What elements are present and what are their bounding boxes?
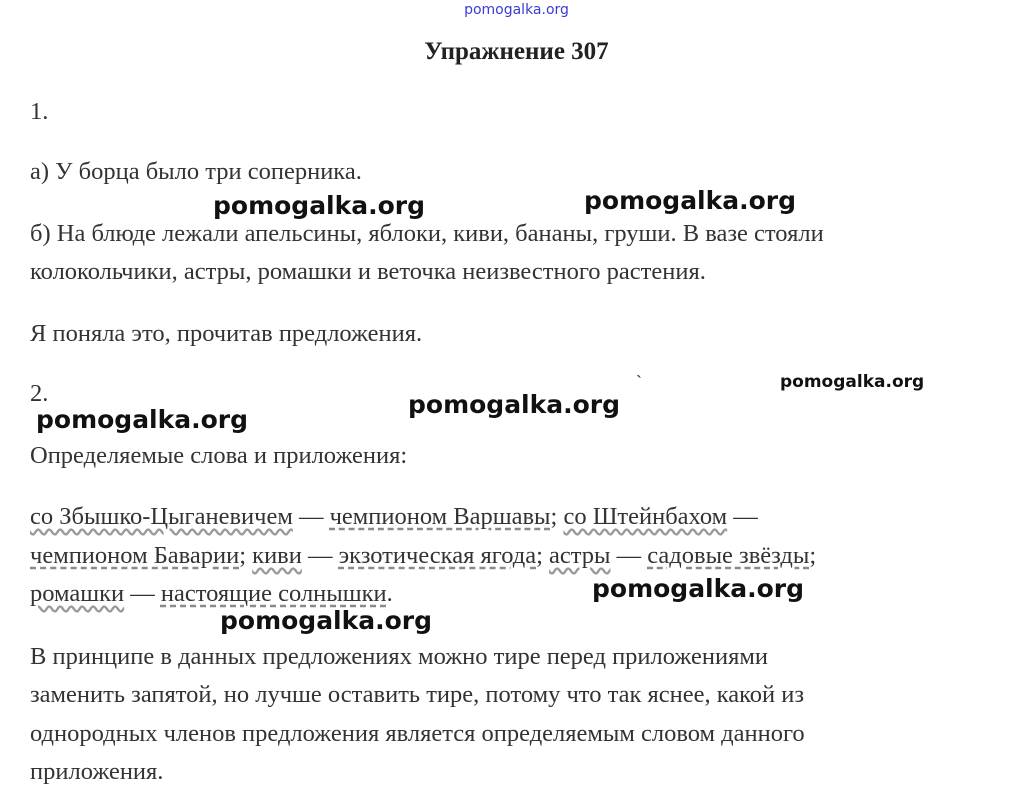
part2-number: 2.: [30, 380, 49, 407]
appositive: настоящие солнышки: [160, 580, 387, 607]
explanation-line4: приложения.: [30, 758, 164, 785]
sentence-b-line2: колокольчики, астры, ромашки и веточка неизвестного растения.: [30, 258, 706, 285]
sentence-b-line1: б) На блюде лежали апельсины, яблоки, киви, бананы, груши. В вазе стояли: [30, 220, 824, 247]
separator: .: [386, 580, 393, 607]
appositive: чемпионом Варшавы: [329, 503, 551, 530]
separator: ;: [536, 542, 550, 569]
part2-heading: Определяемые слова и приложения:: [30, 442, 408, 469]
dash: —: [124, 580, 161, 607]
defined-word: со Збышко-Цыганевичем: [30, 503, 293, 530]
watermark: pomogalka.org: [584, 186, 797, 215]
defined-word: киви: [252, 542, 302, 569]
dash: —: [610, 542, 648, 569]
appositive: чемпионом Баварии: [30, 542, 240, 569]
watermark: pomogalka.org: [408, 390, 621, 419]
dash: —: [727, 503, 758, 530]
sentence-a: а) У борца было три соперника.: [30, 158, 362, 185]
defined-word: астры: [549, 542, 611, 569]
watermark: pomogalka.org: [36, 405, 249, 434]
watermark: pomogalka.org: [780, 372, 925, 392]
appositive: экзотическая ягода: [338, 542, 537, 569]
pairs-line-1: [30, 503, 758, 531]
watermark: pomogalka.org: [213, 191, 426, 220]
top-watermark: pomogalka.org: [464, 2, 569, 18]
appositive: садовые звёзды: [647, 542, 810, 569]
conclusion: Я поняла это, прочитав предложения.: [30, 320, 423, 347]
pairs-line-2: [30, 542, 816, 570]
watermark: pomogalka.org: [220, 606, 433, 635]
dash: —: [292, 503, 330, 530]
explanation-line2: заменить запятой, но лучше оставить тире, потому что так яснее, какой из: [30, 681, 805, 708]
explanation-line3: однородных членов предложения является определяемым словом данного: [30, 720, 805, 747]
watermark: pomogalka.org: [592, 574, 805, 603]
defined-word: со Штейнбахом: [563, 503, 728, 530]
pairs-line-3: [30, 580, 393, 608]
separator: ;: [809, 542, 817, 569]
separator: ;: [550, 503, 564, 530]
stray-mark: `: [636, 372, 642, 392]
part1-number: 1.: [30, 98, 49, 125]
separator: ;: [239, 542, 253, 569]
dash: —: [301, 542, 339, 569]
page-title: Упражнение 307: [424, 38, 609, 65]
defined-word: ромашки: [30, 580, 125, 607]
explanation-line1: В принципе в данных предложениях можно тире перед приложениями: [30, 643, 768, 670]
